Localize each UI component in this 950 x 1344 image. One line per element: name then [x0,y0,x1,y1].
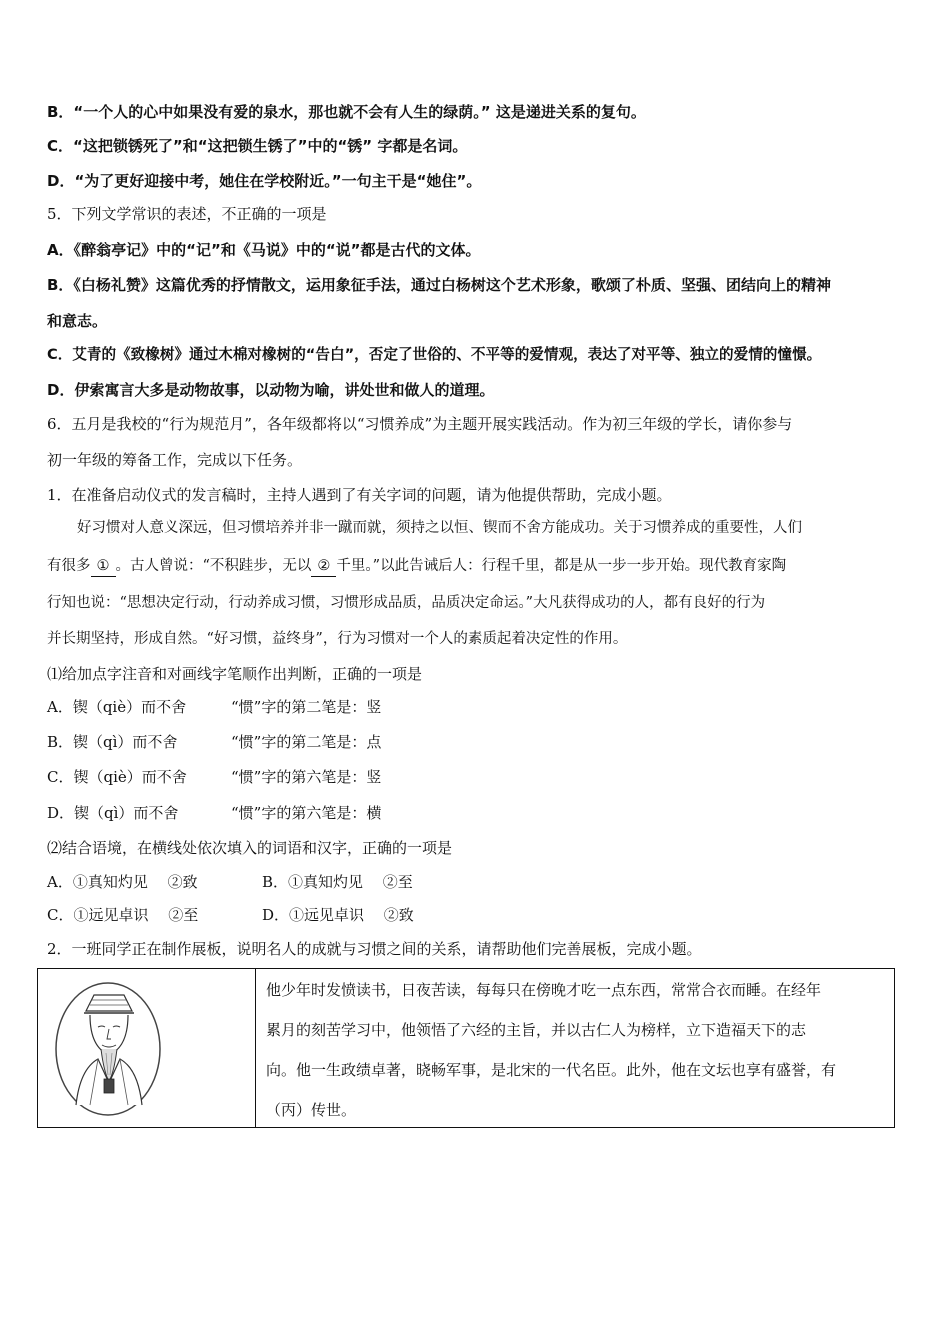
sub1-d-right: “惯”字的第六笔是：横 [231,804,382,822]
q4-option-b: B．“一个人的心中如果没有爱的泉水，那也就不会有人生的绿荫。” 这是递进关系的复句。 [47,103,646,121]
bio-line1: 他少年时发愤读书，日夜苦读，每每只在傍晚才吃一点东西，常常合衣而睡。在经年 [266,981,822,999]
portrait-image [46,977,246,1121]
passage-line3: 行知也说：“思想决定行动，行动养成习惯，习惯形成品质，品质决定命运。”大凡获得成功的人，都有良好的行为 [47,595,766,611]
sub1-option-a [47,697,382,717]
passage-line2-b: 。古人曾说：“不积跬步，无以 [115,558,312,574]
sub1-d-left: D．锲（qì）而不舍 [47,804,179,822]
passage-line2-c: 千里。”以此告诫后人：行程千里，都是从一步一步开始。现代教育家陶 [336,558,787,574]
sub2-options-row2 [47,905,414,925]
blank-2: ② [311,556,336,577]
q5-option-b-line1: B．《白杨礼赞》这篇优秀的抒情散文，运用象征手法，通过白杨树这个艺术形象，歌颂了朴质、坚强、团结向上的精神 [47,276,831,294]
q6-stem-line1: 6．五月是我校的“行为规范月”，各年级都将以“习惯养成”为主题开展实践活动。作为初三年级的学长，请你参与 [47,415,793,433]
q6-task1: 1．在准备启动仪式的发言稿时，主持人遇到了有关字词的问题，请为他提供帮助，完成小题。 [47,486,672,504]
q4-option-c: C．“这把锁锈死了”和“这把锁生锈了”中的“锈” 字都是名词。 [47,137,468,155]
biography-text [266,977,886,1137]
exhibit-board-table [37,968,895,1128]
sub2-option-d: D．①远见卓识 ②致 [262,906,414,924]
passage-line1: 好习惯对人意义深远，但习惯培养并非一蹴而就，须持之以恒、锲而不舍方能成功。关于习惯养成的重要性，人们 [77,520,802,536]
q5-option-a: A．《醉翁亭记》中的“记”和《马说》中的“说”都是古代的文体。 [47,241,481,259]
q5-stem: 5．下列文学常识的表述，不正确的一项是 [47,205,327,223]
sub1-option-c [47,767,382,787]
sub2-option-a: A．①真知灼见 ②致 [47,873,198,891]
blank-1: ① [91,556,116,577]
sub1-option-b [47,732,382,752]
q4-option-d: D．“为了更好迎接中考，她住在学校附近。”一句主干是“她住”。 [47,172,482,190]
q5-option-d: D．伊索寓言大多是动物故事，以动物为喻，讲处世和做人的道理。 [47,381,495,399]
bio-line4: （丙）传世。 [266,1101,357,1119]
sub2-option-b: B．①真知灼见 ②至 [262,873,413,891]
passage-line2 [47,556,786,577]
sub2-options-row1 [47,872,413,892]
bio-line2: 累月的刻苦学习中，他领悟了六经的主旨，并以古仁人为榜样，立下造福天下的志 [266,1021,807,1039]
q5-option-c: C．艾青的《致橡树》通过木棉对橡树的“告白”，否定了世俗的、不平等的爱情观，表达了对平等、独立的爱情的憧憬。 [47,346,822,363]
sub1-b-left: B．锲（qì）而不舍 [47,733,178,751]
sub1-a-right: “惯”字的第二笔是：竖 [231,698,382,716]
sub2-option-c: C．①远见卓识 ②至 [47,906,199,924]
q6-stem-line2: 初一年级的筹备工作，完成以下任务。 [47,451,303,469]
sub1-c-right: “惯”字的第六笔是：竖 [231,768,382,786]
sub1-option-d [47,803,382,823]
sub1-stem: ⑴给加点字注音和对画线字笔顺作出判断，正确的一项是 [47,665,423,683]
passage-line4: 并长期坚持，形成自然。“好习惯，益终身”，行为习惯对一个人的素质起着决定性的作用。 [47,631,628,647]
portrait-illustration [46,977,246,1121]
sub1-c-left: C．锲（qiè）而不舍 [47,768,187,786]
bio-line3: 向。他一生政绩卓著，晓畅军事，是北宋的一代名臣。此外，他在文坛也享有盛誉，有 [266,1061,837,1079]
sub2-stem: ⑵结合语境，在横线处依次填入的词语和汉字，正确的一项是 [47,839,453,857]
table-divider [255,969,256,1127]
sub1-b-right: “惯”字的第二笔是：点 [231,733,382,751]
q6-task2: 2．一班同学正在制作展板，说明名人的成就与习惯之间的关系，请帮助他们完善展板，完成小题。 [47,940,702,958]
passage-line2-a: 有很多 [47,558,91,574]
sub1-a-left: A．锲（qiè）而不舍 [47,698,187,716]
q5-option-b-line2: 和意志。 [47,312,108,330]
